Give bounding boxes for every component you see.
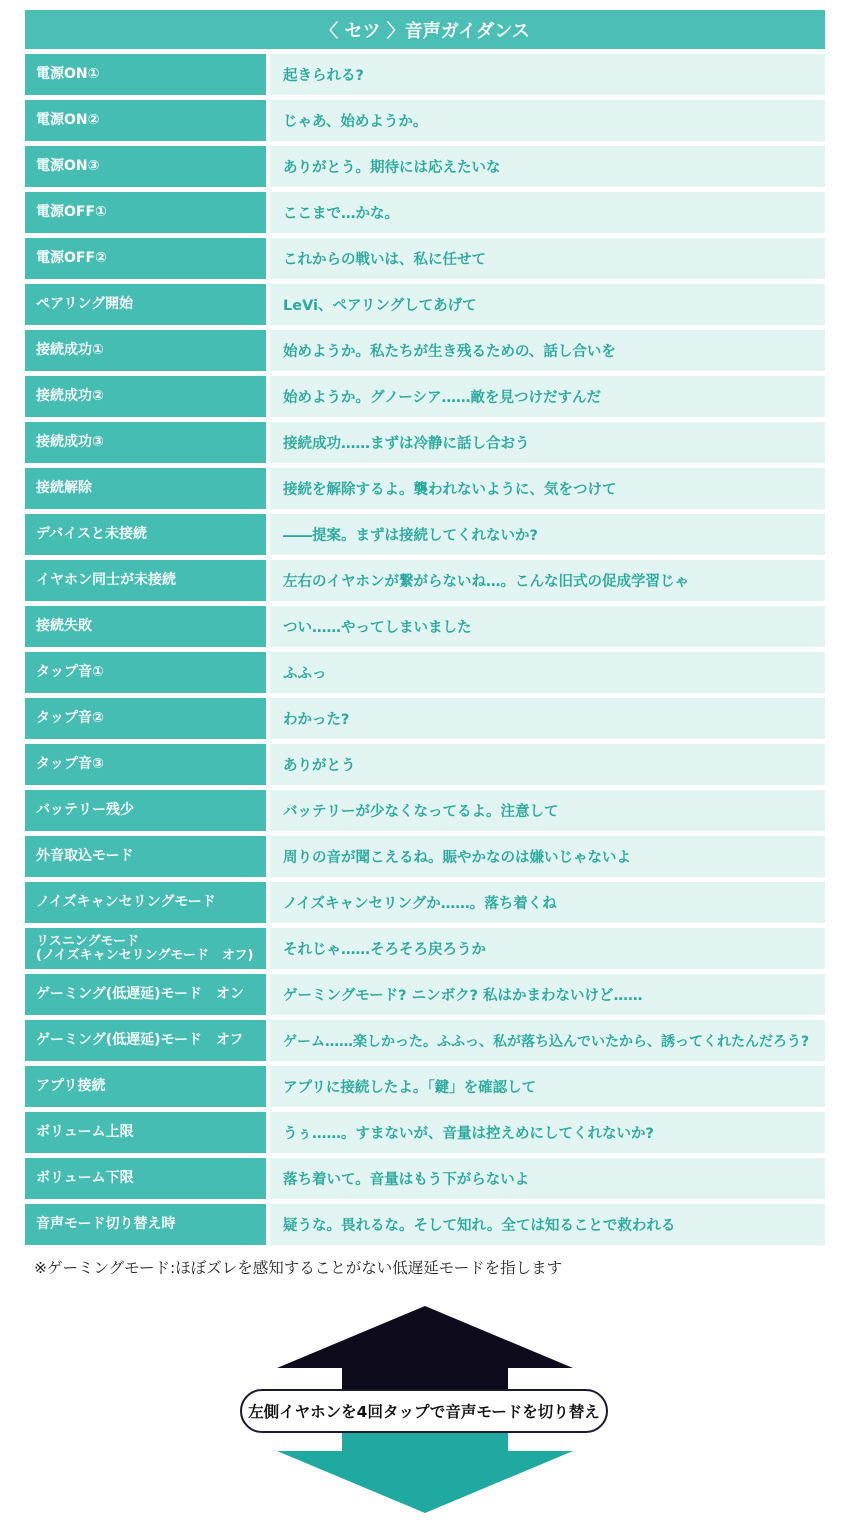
row-voice-text: 落ち着いて。音量はもう下がらないよ <box>270 1158 825 1199</box>
table-row <box>25 1112 825 1153</box>
table-row <box>25 330 825 371</box>
row-label: ペアリング開始 <box>25 284 266 325</box>
row-voice-text: バッテリーが少なくなってるよ。注意して <box>270 790 825 831</box>
table-row <box>25 468 825 509</box>
row-label: バッテリー残少 <box>25 790 266 831</box>
row-voice-text: ――提案。まずは接続してくれないか? <box>270 514 825 555</box>
table-row <box>25 54 825 95</box>
table-row <box>25 422 825 463</box>
row-voice-text: じゃあ、始めようか。 <box>270 100 825 141</box>
row-label: デバイスと未接続 <box>25 514 266 555</box>
row-voice-text: 始めようか。私たちが生き残るための、話し合いを <box>270 330 825 371</box>
table-row <box>25 284 825 325</box>
row-label: 外音取込モード <box>25 836 266 877</box>
row-label: ゲーミング(低遅延)モード オフ <box>25 1020 266 1061</box>
row-label: タップ音② <box>25 698 266 739</box>
table-row <box>25 606 825 647</box>
table-row <box>25 744 825 785</box>
row-label: リスニングモード (ノイズキャンセリングモード オフ) <box>25 928 266 969</box>
table-row <box>25 652 825 693</box>
row-label: ボリューム下限 <box>25 1158 266 1199</box>
row-voice-text: 左右のイヤホンが繋がらないね…。こんな旧式の促成学習じゃ <box>270 560 825 601</box>
row-voice-text: ありがとう <box>270 744 825 785</box>
row-label: 接続解除 <box>25 468 266 509</box>
row-voice-text: ゲーム……楽しかった。ふふっ、私が落ち込んでいたから、誘ってくれたんだろう? <box>270 1020 825 1061</box>
row-label: イヤホン同士が未接続 <box>25 560 266 601</box>
row-voice-text: うぅ……。すまないが、音量は控えめにしてくれないか? <box>270 1112 825 1153</box>
row-voice-text: ふふっ <box>270 652 825 693</box>
row-voice-text: LeVi、ペアリングしてあげて <box>270 284 825 325</box>
row-voice-text: つい……やってしまいました <box>270 606 825 647</box>
row-label: 接続成功② <box>25 376 266 417</box>
row-label: 音声モード切り替え時 <box>25 1204 266 1245</box>
table-row <box>25 560 825 601</box>
voice-guidance-table <box>25 10 825 1250</box>
table-row <box>25 100 825 141</box>
row-label: タップ音③ <box>25 744 266 785</box>
row-voice-text: アプリに接続したよ。「鍵」を確認して <box>270 1066 825 1107</box>
table-body <box>25 54 825 1245</box>
table-row <box>25 1158 825 1199</box>
row-voice-text: 接続を解除するよ。襲われないように、気をつけて <box>270 468 825 509</box>
row-voice-text: ゲーミングモード? ニンボク? 私はかまわないけど…… <box>270 974 825 1015</box>
row-voice-text: これからの戦いは、私に任せて <box>270 238 825 279</box>
switch-instruction-label: 左側イヤホンを4回タップで音声モードを切り替え <box>240 1389 608 1433</box>
row-label: ノイズキャンセリングモード <box>25 882 266 923</box>
row-label: 電源ON③ <box>25 146 266 187</box>
row-voice-text: 接続成功……まずは冷静に話し合おう <box>270 422 825 463</box>
table-row <box>25 1020 825 1061</box>
row-label: 接続失敗 <box>25 606 266 647</box>
table-row <box>25 882 825 923</box>
down-arrow-shape <box>277 1430 573 1513</box>
table-row <box>25 514 825 555</box>
table-title: 〈 セツ 〉音声ガイダンス <box>25 10 825 49</box>
table-row <box>25 974 825 1015</box>
table-row <box>25 790 825 831</box>
table-row <box>25 836 825 877</box>
row-label: タップ音① <box>25 652 266 693</box>
row-label: 接続成功① <box>25 330 266 371</box>
row-label: 接続成功③ <box>25 422 266 463</box>
row-label: 電源ON① <box>25 54 266 95</box>
row-voice-text: 始めようか。グノーシア……敵を見つけだすんだ <box>270 376 825 417</box>
row-voice-text: わかった? <box>270 698 825 739</box>
gaming-mode-footnote: ※ゲーミングモード:ほぼズレを感知することがない低遅延モードを指します <box>34 1259 563 1277</box>
row-label: 電源OFF① <box>25 192 266 233</box>
row-voice-text: 周りの音が聞こえるね。賑やかなのは嫌いじゃないよ <box>270 836 825 877</box>
row-label: アプリ接続 <box>25 1066 266 1107</box>
up-arrow-shape <box>277 1306 573 1396</box>
table-row <box>25 238 825 279</box>
row-label: ボリューム上限 <box>25 1112 266 1153</box>
table-row <box>25 376 825 417</box>
row-voice-text: それじゃ……そろそろ戻ろうか <box>270 928 825 969</box>
row-voice-text: 起きられる? <box>270 54 825 95</box>
row-label: 電源ON② <box>25 100 266 141</box>
row-voice-text: ノイズキャンセリングか……。落ち着くね <box>270 882 825 923</box>
table-row <box>25 1204 825 1245</box>
table-row <box>25 1066 825 1107</box>
table-row <box>25 698 825 739</box>
row-voice-text: ありがとう。期待には応えたいな <box>270 146 825 187</box>
table-row <box>25 146 825 187</box>
row-voice-text: ここまで…かな。 <box>270 192 825 233</box>
row-voice-text: 疑うな。畏れるな。そして知れ。全ては知ることで救われる <box>270 1204 825 1245</box>
table-row <box>25 928 825 969</box>
row-label: 電源OFF② <box>25 238 266 279</box>
table-row <box>25 192 825 233</box>
row-label: ゲーミング(低遅延)モード オン <box>25 974 266 1015</box>
